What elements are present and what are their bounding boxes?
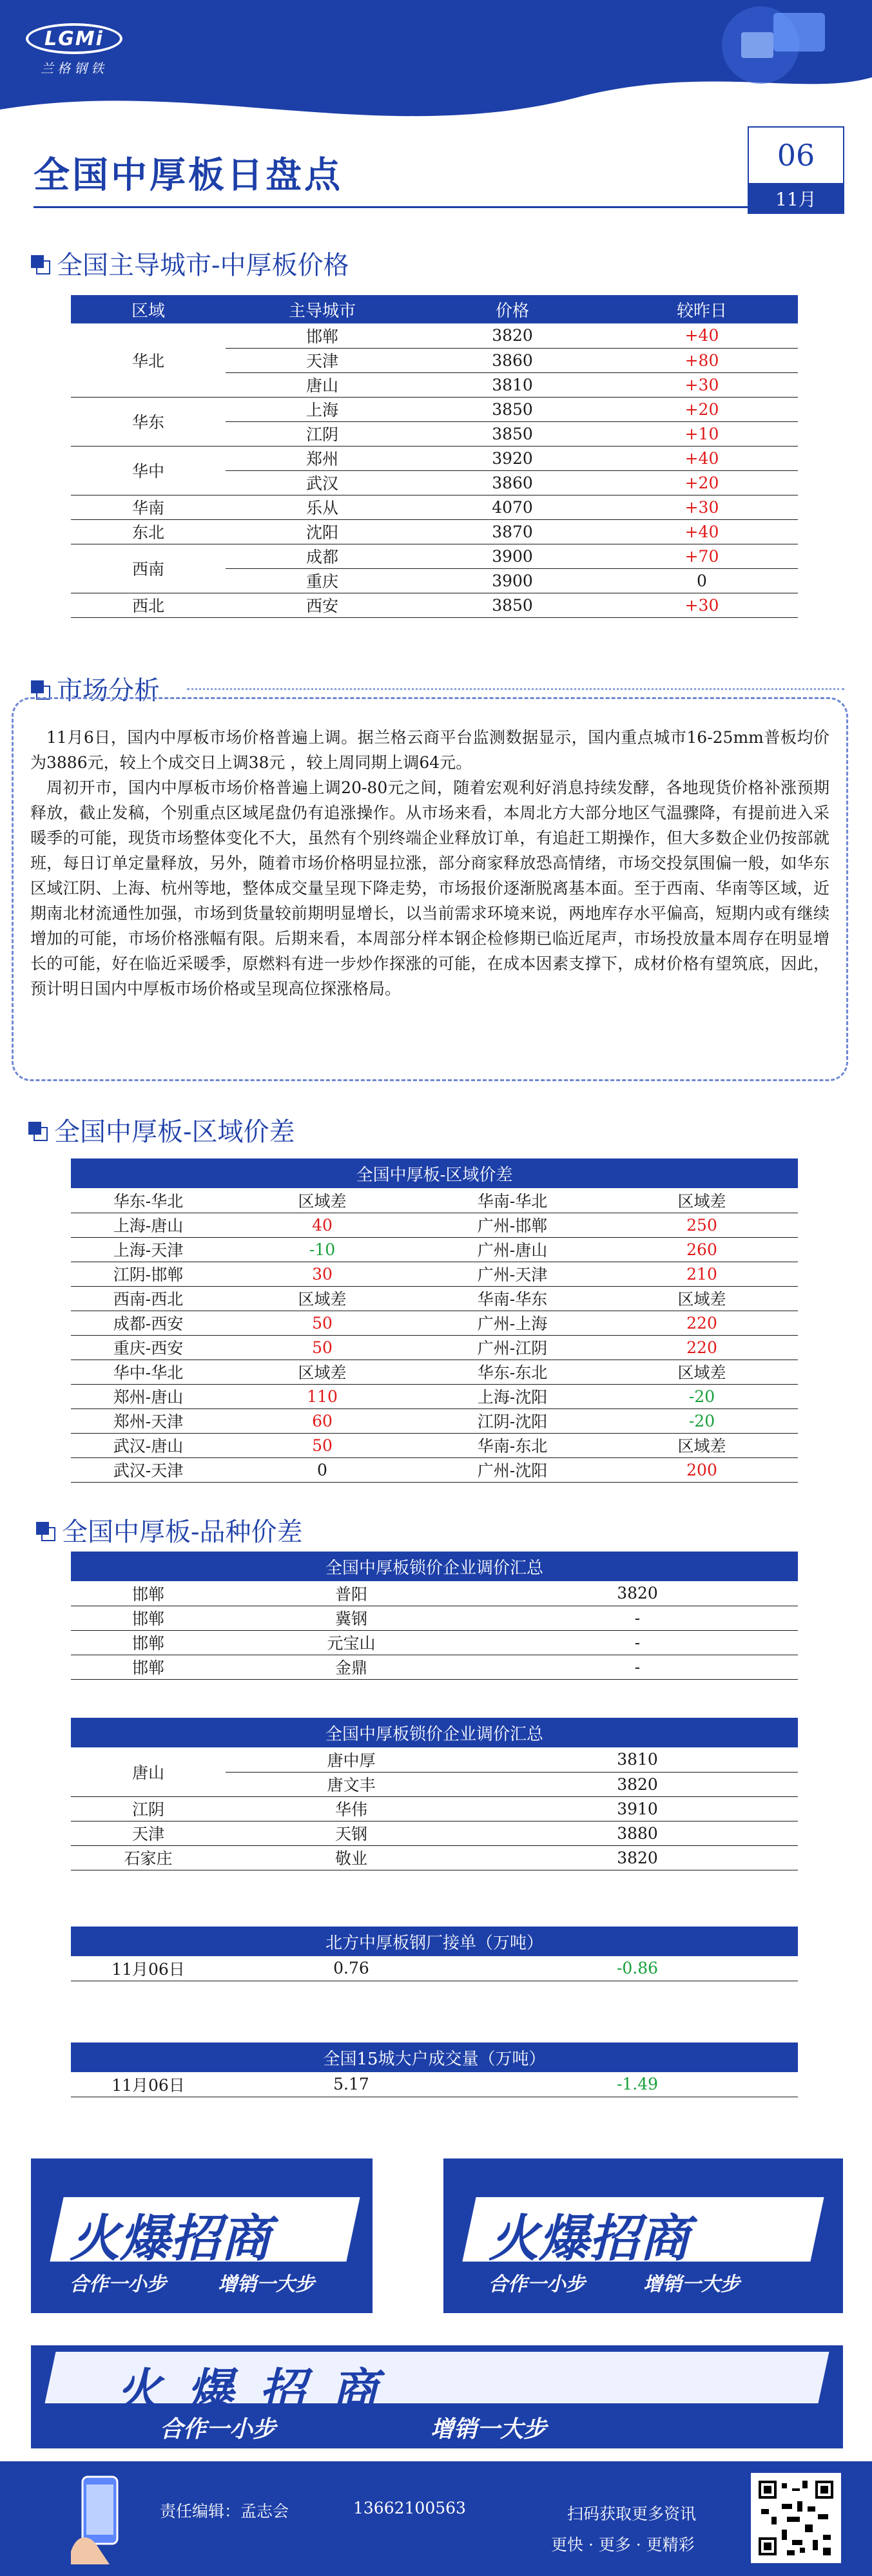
cell-pair: 重庆-西安	[71, 1335, 226, 1360]
cell-region: 西南	[71, 544, 226, 593]
logo-text: LGMi	[26, 23, 122, 54]
section-heading-variety-spread	[36, 1512, 303, 1548]
cell-city: 唐山	[226, 372, 419, 397]
cell-change: -0.86	[477, 1956, 798, 1981]
column-header: 主导城市	[226, 295, 419, 323]
cell-pair: 广州-上海	[419, 1311, 606, 1335]
cell-mill: 天钢	[226, 1821, 477, 1845]
cell-mill: 唐中厚	[226, 1747, 477, 1772]
cell-mill: 华伟	[226, 1796, 477, 1821]
cell-pair: 华东-华北	[71, 1188, 226, 1213]
cell-value: 0.76	[226, 1956, 477, 1981]
cell-region: 西北	[71, 593, 226, 617]
cell-pair: 广州-天津	[419, 1262, 606, 1286]
cell-price: 3820	[419, 323, 606, 348]
cell-price: -	[477, 1630, 798, 1655]
cell-price: -	[477, 1655, 798, 1679]
cell-pair: 广州-江阴	[419, 1335, 606, 1360]
cell-price: 3920	[419, 446, 606, 470]
cell-mill: 元宝山	[226, 1630, 477, 1655]
cell-pair: 西南-西北	[71, 1286, 226, 1311]
column-header: 区域	[71, 295, 226, 323]
table-row	[71, 1581, 798, 1606]
cell-pair: 江阴-沈阳	[419, 1408, 606, 1433]
table-row	[71, 1384, 798, 1408]
qr-code-icon	[756, 2478, 836, 2558]
cell-pair: 华南-华东	[419, 1286, 606, 1311]
column-header: 较昨日	[606, 295, 798, 323]
cell-spread: 200	[606, 1457, 798, 1482]
table-row	[71, 1630, 798, 1655]
cell-price: 3850	[419, 593, 606, 617]
cell-change: +30	[606, 593, 798, 617]
cell-pair: 郑州-天津	[71, 1408, 226, 1433]
cell-spread: 250	[606, 1213, 798, 1237]
cell-price: 4070	[419, 495, 606, 519]
banner-sub-left: 合作一小步	[160, 2416, 276, 2443]
city-volume-table	[71, 2043, 798, 2097]
section-title: 全国主导城市-中厚板价格	[57, 251, 349, 280]
section-heading-region-spread	[28, 1111, 295, 1148]
square-bullet-icon	[31, 255, 48, 272]
cell-pair: 江阴-邯郸	[71, 1262, 226, 1286]
cell-region: 华北	[71, 323, 226, 397]
cell-change: +10	[606, 421, 798, 446]
table-row	[71, 1335, 798, 1360]
cell-city: 江阴	[71, 1796, 226, 1821]
cell-price: 3880	[477, 1821, 798, 1845]
cell-city: 乐从	[226, 495, 419, 519]
table-title: 全国15城大户成交量（万吨）	[71, 2043, 798, 2072]
cell-pair: 郑州-唐山	[71, 1384, 226, 1408]
cell-spread: 110	[226, 1384, 419, 1408]
cell-pair: 广州-沈阳	[419, 1457, 606, 1482]
cell-change: -1.49	[477, 2072, 798, 2097]
cell-spread: 220	[606, 1335, 798, 1360]
table-row	[71, 1286, 798, 1311]
cell-city: 天津	[71, 1821, 226, 1845]
cell-spread: 区域差	[606, 1286, 798, 1311]
table-row	[71, 323, 798, 348]
cell-price: 3820	[477, 1772, 798, 1796]
banner-title: 火爆招商	[70, 2210, 271, 2268]
cell-change: +30	[606, 372, 798, 397]
cell-city: 邯郸	[226, 323, 419, 348]
table-row	[71, 397, 798, 421]
cell-spread: 220	[606, 1311, 798, 1335]
cell-date: 11月06日	[71, 2072, 226, 2097]
header-decoration	[0, 0, 872, 129]
cell-spread: 50	[226, 1335, 419, 1360]
qr-code[interactable]	[751, 2473, 841, 2563]
table-row	[71, 1433, 798, 1457]
table-row	[71, 446, 798, 470]
cell-city: 沈阳	[226, 519, 419, 544]
cell-city: 上海	[226, 397, 419, 421]
date-day: 06	[777, 138, 815, 173]
cell-price: 3850	[419, 421, 606, 446]
cell-price: 3850	[419, 397, 606, 421]
cell-city: 邯郸	[71, 1655, 226, 1679]
cell-spread: 60	[226, 1408, 419, 1433]
table-row	[71, 1188, 798, 1213]
column-header: 价格	[419, 295, 606, 323]
cell-spread: 210	[606, 1262, 798, 1286]
cell-city: 武汉	[226, 470, 419, 495]
banner-sub-left: 合作一小步	[70, 2273, 166, 2296]
cell-city: 郑州	[226, 446, 419, 470]
cell-price: 3860	[419, 348, 606, 372]
cell-city: 西安	[226, 593, 419, 617]
analysis-paragraph: 11月6日，国内中厚板市场价格普遍上调。据兰格云商平台监测数据显示，国内重点城市16-25mm普板均价为3886元，较上个成交日上调38元 ，较上周同期上调64元。	[30, 728, 829, 772]
date-badge	[748, 126, 844, 214]
table-row	[71, 593, 798, 617]
phone-icon	[71, 2474, 129, 2564]
banner-sub-right: 增销一大步	[218, 2273, 315, 2296]
table-row	[71, 1311, 798, 1335]
square-bullet-icon	[28, 1122, 45, 1139]
cell-mill: 金鼎	[226, 1655, 477, 1679]
cell-change: +70	[606, 544, 798, 568]
editor-phone: 13662100563	[353, 2499, 466, 2517]
footer-slogan: 更快 · 更多 · 更精彩	[551, 2535, 695, 2554]
cell-price: 3810	[477, 1747, 798, 1772]
square-bullet-icon	[31, 680, 48, 697]
table-row	[71, 1821, 798, 1845]
table-row	[71, 1237, 798, 1262]
cell-price: -	[477, 1606, 798, 1630]
cell-price: 3900	[419, 568, 606, 593]
cell-city: 成都	[226, 544, 419, 568]
brand-logo	[26, 23, 122, 77]
banner-sub-right: 增销一大步	[643, 2273, 740, 2296]
cell-spread: 区域差	[226, 1360, 419, 1384]
cell-city: 天津	[226, 348, 419, 372]
table-row	[71, 1655, 798, 1679]
title-divider	[34, 206, 749, 208]
cell-price: 3810	[419, 372, 606, 397]
cell-pair: 武汉-唐山	[71, 1433, 226, 1457]
cell-city: 邯郸	[71, 1630, 226, 1655]
section-dotted-rule	[187, 688, 844, 690]
cell-region: 华南	[71, 495, 226, 519]
table-row	[71, 1956, 798, 1981]
cell-spread: 50	[226, 1311, 419, 1335]
table-row	[71, 1213, 798, 1237]
analysis-paragraph: 周初开市，国内中厚板市场价格普遍上调20-80元之间，随着宏观利好消息持续发酵，各地现货价格补涨预期释放，截止发稿，个别重点区域尾盘仍有追涨操作。从市场来看，本周北方大部分地区气温骤降，有提前进入采暖季的可能，现货市场整体变化不大，虽然有个别终端企业释放订单，有追赶工期操作，但大多数企业仍按部就班，每日订单定量释放，另外，随着市场价格明显拉涨，部分商家释放恐高情绪，市场交投氛围偏一般，如华东区域江阴、上海、杭州等地，整体成交量呈现下降走势，市场报价逐渐脱离基本面。至于西南、华南等区域，近期南北材流通性加强，市场到货量较前期明显增长，以当前需求环境来说，两地库存水平偏高，短期内或有继续增加的可能，市场价格涨幅有限。后期来看，本周部分样本钢企检修期已临近尾声，市场投放量本周存在明显增长的可能，好在临近采暖季，原燃料有进一步炒作探涨的可能，在成本因素支撑下，成材价格有望筑底，因此，预计明日国内中厚板市场价格或呈现高位探涨格局。	[30, 778, 829, 998]
table-row	[71, 495, 798, 519]
cell-spread: 30	[226, 1262, 419, 1286]
logo-subtitle: 兰格钢铁	[41, 61, 108, 76]
qr-caption: 扫码获取更多资讯	[567, 2504, 697, 2523]
promo-banner-left[interactable]	[31, 2158, 373, 2313]
cell-region: 东北	[71, 519, 226, 544]
cell-spread: 0	[226, 1457, 419, 1482]
banner-sub-left: 合作一小步	[489, 2273, 585, 2296]
cell-change: +40	[606, 446, 798, 470]
cell-mill: 冀钢	[226, 1606, 477, 1630]
table-row	[71, 1796, 798, 1821]
cell-pair: 武汉-天津	[71, 1457, 226, 1482]
banner-title: 火爆招商	[115, 2363, 404, 2417]
cell-pair: 广州-邯郸	[419, 1213, 606, 1237]
cell-pair: 上海-唐山	[71, 1213, 226, 1237]
lock-price-table-1	[71, 1552, 798, 1680]
table-title: 北方中厚板钢厂接单（万吨）	[71, 1927, 798, 1956]
cell-change: +40	[606, 519, 798, 544]
city-price-table	[71, 295, 798, 618]
cell-city: 江阴	[226, 421, 419, 446]
cell-pair: 华东-东北	[419, 1360, 606, 1384]
cell-mill: 唐文丰	[226, 1772, 477, 1796]
banner-title: 火爆招商	[489, 2210, 690, 2268]
cell-change: +40	[606, 323, 798, 348]
cell-pair: 上海-沈阳	[419, 1384, 606, 1408]
cell-region: 华东	[71, 397, 226, 446]
table-row	[71, 1262, 798, 1286]
cell-spread: 40	[226, 1213, 419, 1237]
cell-change: +20	[606, 470, 798, 495]
page-title: 全国中厚板日盘点	[34, 154, 343, 197]
cell-price: 3910	[477, 1796, 798, 1821]
cell-region: 华中	[71, 446, 226, 495]
region-spread-table	[71, 1158, 798, 1483]
cell-spread: -20	[606, 1408, 798, 1433]
cell-spread: -20	[606, 1384, 798, 1408]
cell-price: 3860	[419, 470, 606, 495]
square-bullet-icon	[36, 1522, 53, 1539]
table-row	[71, 1360, 798, 1384]
cell-spread: 区域差	[226, 1286, 419, 1311]
cell-city: 唐山	[71, 1747, 226, 1796]
table-row	[71, 1747, 798, 1772]
editor-label: 责任编辑：孟志会	[160, 2502, 289, 2521]
section-heading-city-price	[31, 245, 349, 282]
north-orders-table	[71, 1927, 798, 1981]
header-banner	[0, 0, 872, 129]
cell-price: 3820	[477, 1845, 798, 1870]
table-header-row	[71, 295, 798, 323]
date-month: 11月	[749, 183, 843, 214]
banner-sub-right: 增销一大步	[431, 2416, 547, 2443]
cell-spread: 区域差	[606, 1188, 798, 1213]
promo-banner-right[interactable]	[443, 2158, 843, 2313]
table-row	[71, 1606, 798, 1630]
cell-price: 3870	[419, 519, 606, 544]
cell-mill: 敬业	[226, 1845, 477, 1870]
cell-city: 石家庄	[71, 1845, 226, 1870]
cell-pair: 华南-华北	[419, 1188, 606, 1213]
table-row	[71, 1845, 798, 1870]
cell-change: +80	[606, 348, 798, 372]
table-row	[71, 519, 798, 544]
cell-date: 11月06日	[71, 1956, 226, 1981]
cell-pair: 广州-唐山	[419, 1237, 606, 1262]
cell-spread: -10	[226, 1237, 419, 1262]
cell-pair: 成都-西安	[71, 1311, 226, 1335]
cell-mill: 普阳	[226, 1581, 477, 1606]
table-title: 全国中厚板锁价企业调价汇总	[71, 1552, 798, 1581]
table-row	[71, 1457, 798, 1482]
cell-value: 5.17	[226, 2072, 477, 2097]
table-row	[71, 544, 798, 568]
section-title: 全国中厚板-品种价差	[62, 1517, 303, 1547]
cell-pair: 华中-华北	[71, 1360, 226, 1384]
cell-change: +30	[606, 495, 798, 519]
cell-change: 0	[606, 568, 798, 593]
cell-city: 邯郸	[71, 1581, 226, 1606]
market-analysis-box	[12, 697, 848, 1081]
table-title: 全国中厚板-区域价差	[71, 1158, 798, 1188]
section-title: 市场分析	[57, 676, 160, 706]
cell-spread: 区域差	[606, 1433, 798, 1457]
cell-price: 3820	[477, 1581, 798, 1606]
lock-price-table-2	[71, 1718, 798, 1870]
cell-city: 邯郸	[71, 1606, 226, 1630]
cell-city: 重庆	[226, 568, 419, 593]
cell-pair: 上海-天津	[71, 1237, 226, 1262]
table-title: 全国中厚板锁价企业调价汇总	[71, 1718, 798, 1747]
section-title: 全国中厚板-区域价差	[54, 1117, 295, 1147]
cell-spread: 区域差	[606, 1360, 798, 1384]
table-row	[71, 2072, 798, 2097]
cell-price: 3900	[419, 544, 606, 568]
footer	[0, 2461, 872, 2576]
cell-spread: 260	[606, 1237, 798, 1262]
cell-change: +20	[606, 397, 798, 421]
cell-spread: 50	[226, 1433, 419, 1457]
table-row	[71, 1408, 798, 1433]
promo-banner-wide[interactable]	[31, 2345, 843, 2448]
cell-spread: 区域差	[226, 1188, 419, 1213]
cell-pair: 华南-东北	[419, 1433, 606, 1457]
